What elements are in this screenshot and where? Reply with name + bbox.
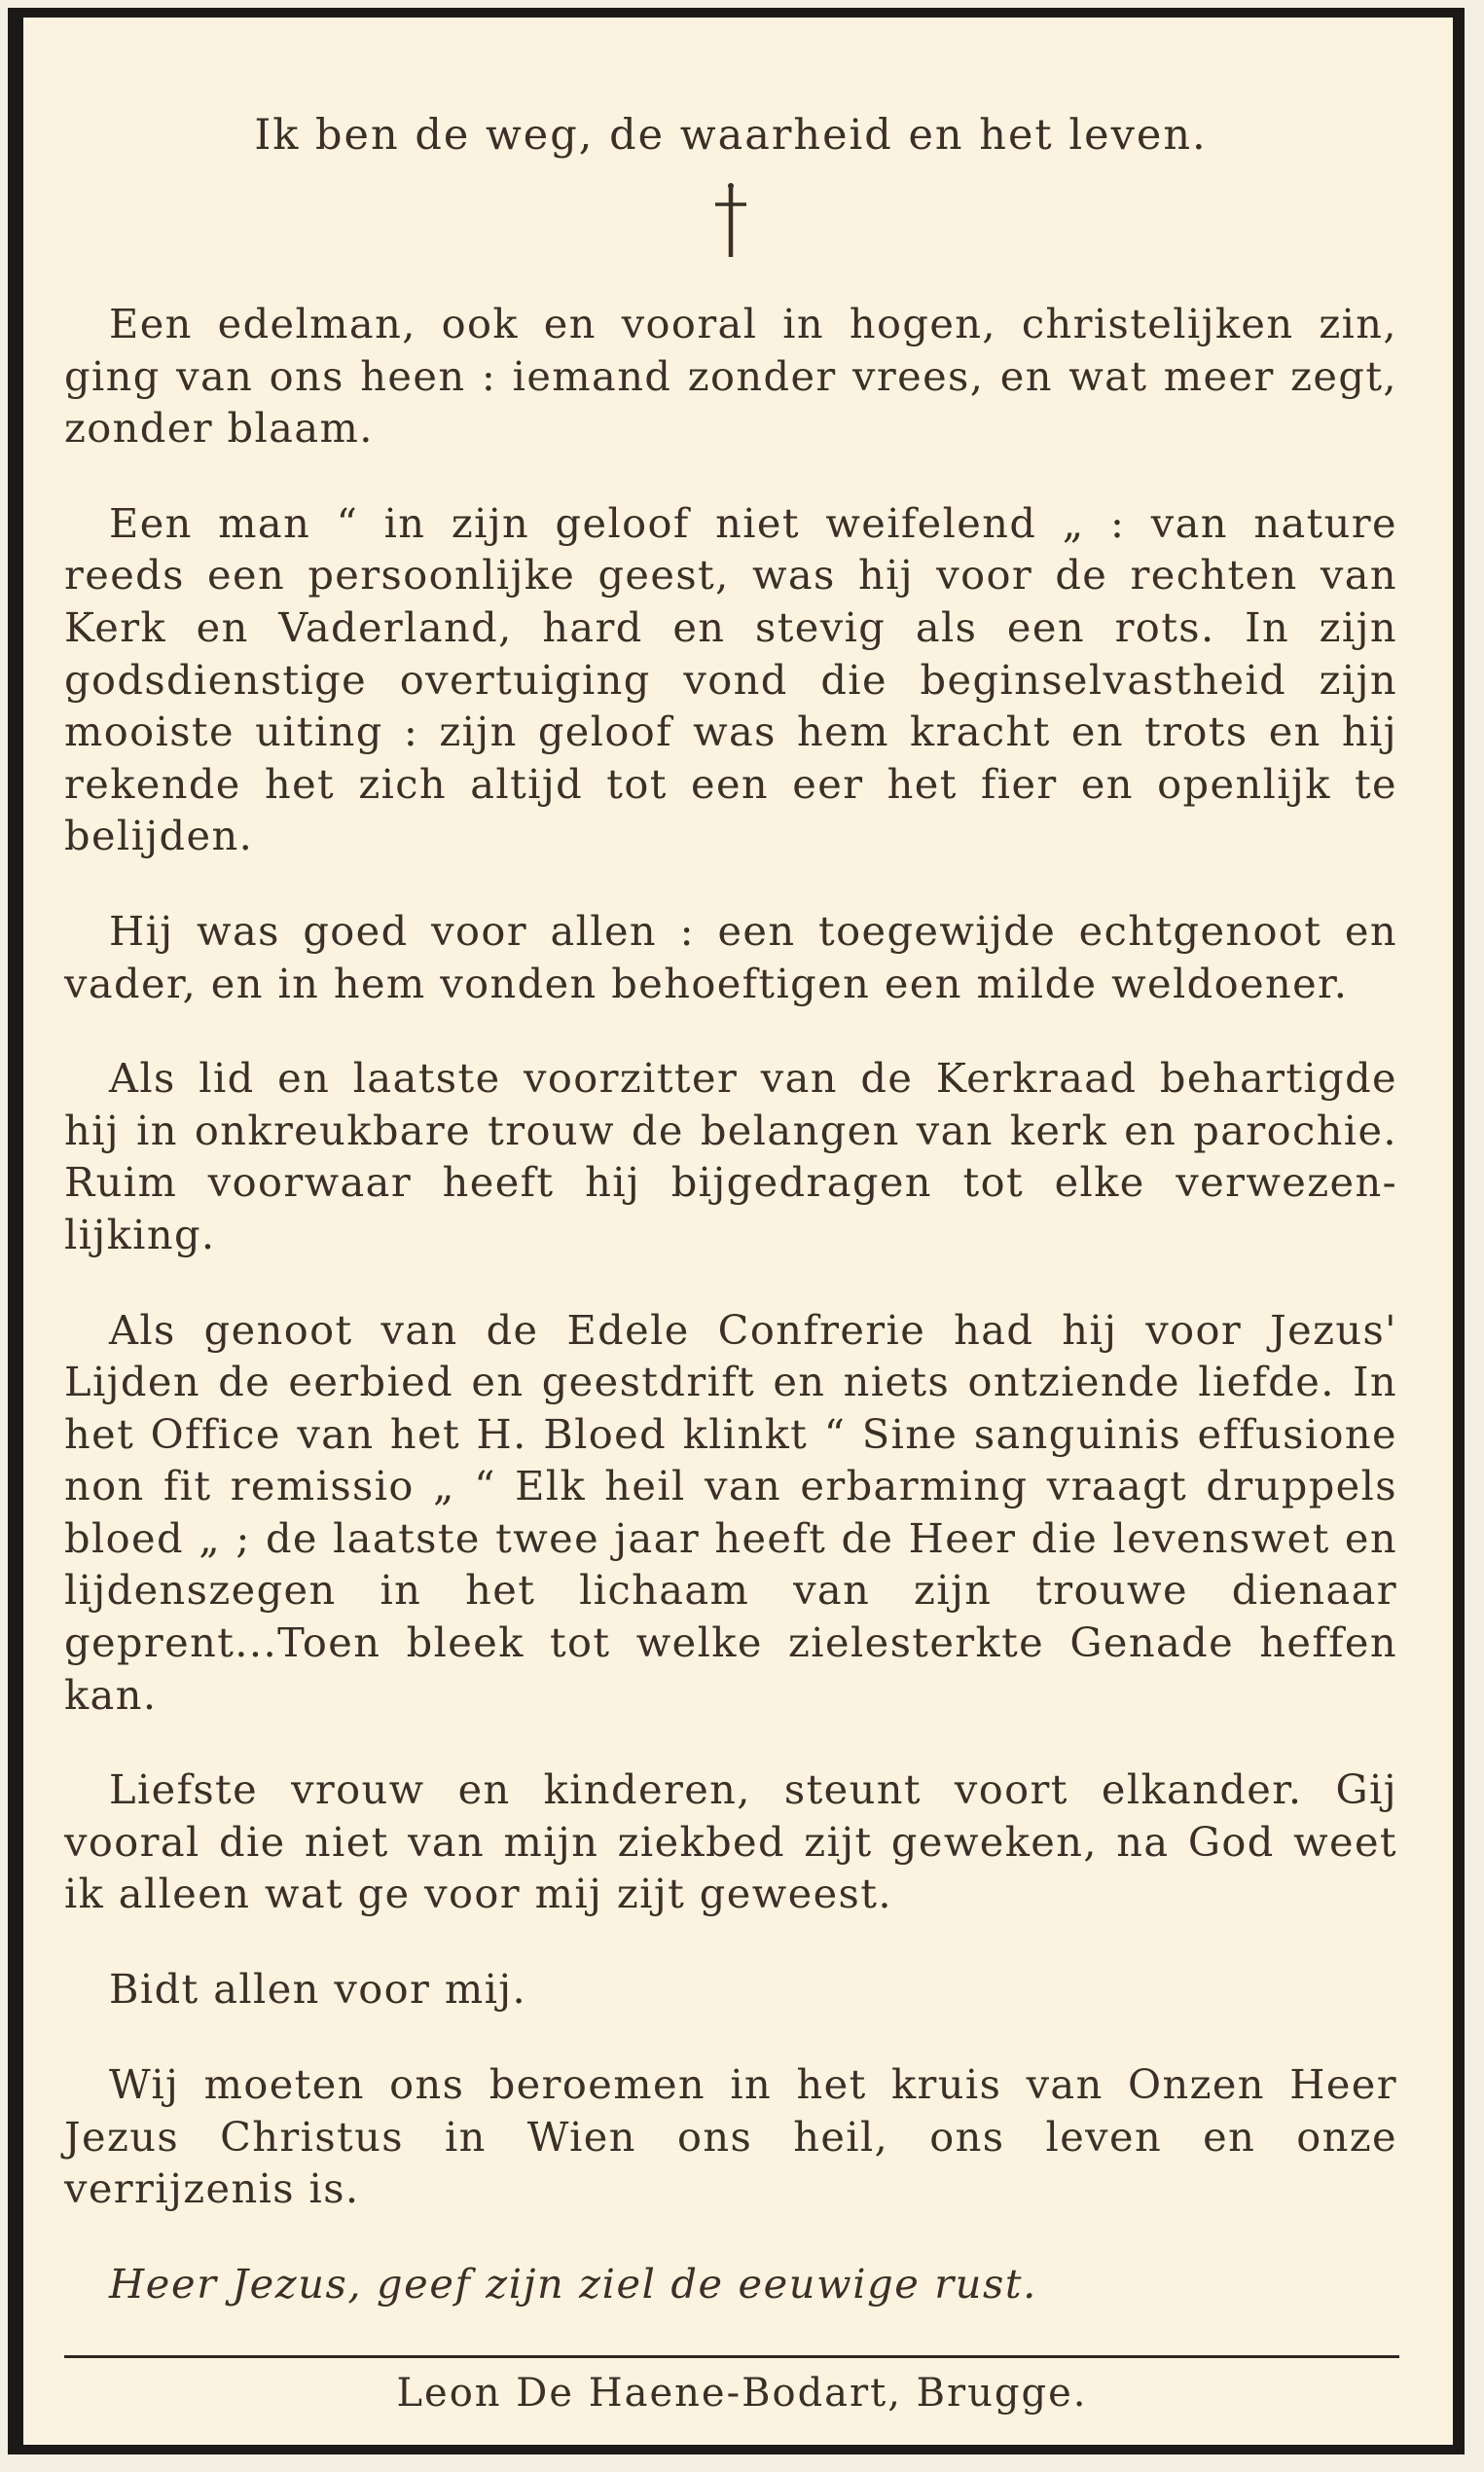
- final-prayer: Heer Jezus, geef zijn ziel de eeuwige rust.: [109, 2259, 1037, 2308]
- motto: Ik ben de weg, de waarheid en het leven.: [254, 111, 1208, 160]
- divider: [64, 2355, 1399, 2358]
- printer-credit: Leon De Haene-Bodart, Brugge.: [396, 2371, 1088, 2416]
- paragraph-5: Als genoot van de Edele Confrerie had hij voor Jezus' Lijden de eerbied en geestdrift en niets ontziende liefde. In het Office van het H. Bloed klinkt “ Sine sanguinis effusione non fit remissio „ “ Elk heil van erbarming vraagt druppels bloed „ ; de laatste twee jaar heeft de Heer die levenswet en lijdenszegen in het lichaam van zijn trouwe dienaar geprent...Toen bleek tot welke zielesterkte Genade heffen kan.: [64, 1305, 1397, 1719]
- paragraph-4: Als lid en laatste voorzitter van de Kerkraad behartigde hij in onkreukbare trouw de belangen van kerk en parochie. Ruim voorwaar heeft hij bijgedragen tot elke verwezen-lijking.: [64, 1054, 1397, 1258]
- paragraph-2: Een man “ in zijn geloof niet weifelend „ : van nature reeds een persoonlijke geest, was hij voor de rechten van Kerk en Vaderland, hard en stevig als een rots. In zijn godsdienstige overtuiging vond die beginselvastheid zijn mooiste uiting : zijn geloof was hem kracht en trots en hij rekende het zich altijd tot een eer het fier en openlijk te belijden.: [64, 498, 1397, 860]
- paragraph-3: Hij was goed voor allen : een toegewijde echtgenoot en vader, en in hem vonden behoeftigen een milde weldoener.: [64, 906, 1397, 1007]
- card-content: [64, 109, 1397, 2310]
- paragraph-6: Liefste vrouw en kinderen, steunt voort elkander. Gij vooral die niet van mijn ziekbed zijt geweken, na God weet ik alleen wat ge voor mij zijt geweest.: [64, 1765, 1397, 1918]
- prayer-request: Bidt allen voor mij.: [109, 1965, 527, 2014]
- cross-icon: [711, 183, 750, 259]
- closing-verse: Wij moeten ons beroemen in het kruis van Onzen Heer Jezus Christus in Wien ons heil, ons leven en onze verrijzenis is.: [64, 2060, 1397, 2213]
- paragraph-1: Een edelman, ook en vooral in hogen, christelijken zin, ging van ons heen : iemand zonder vrees, en wat meer zegt, zonder blaam.: [64, 300, 1397, 453]
